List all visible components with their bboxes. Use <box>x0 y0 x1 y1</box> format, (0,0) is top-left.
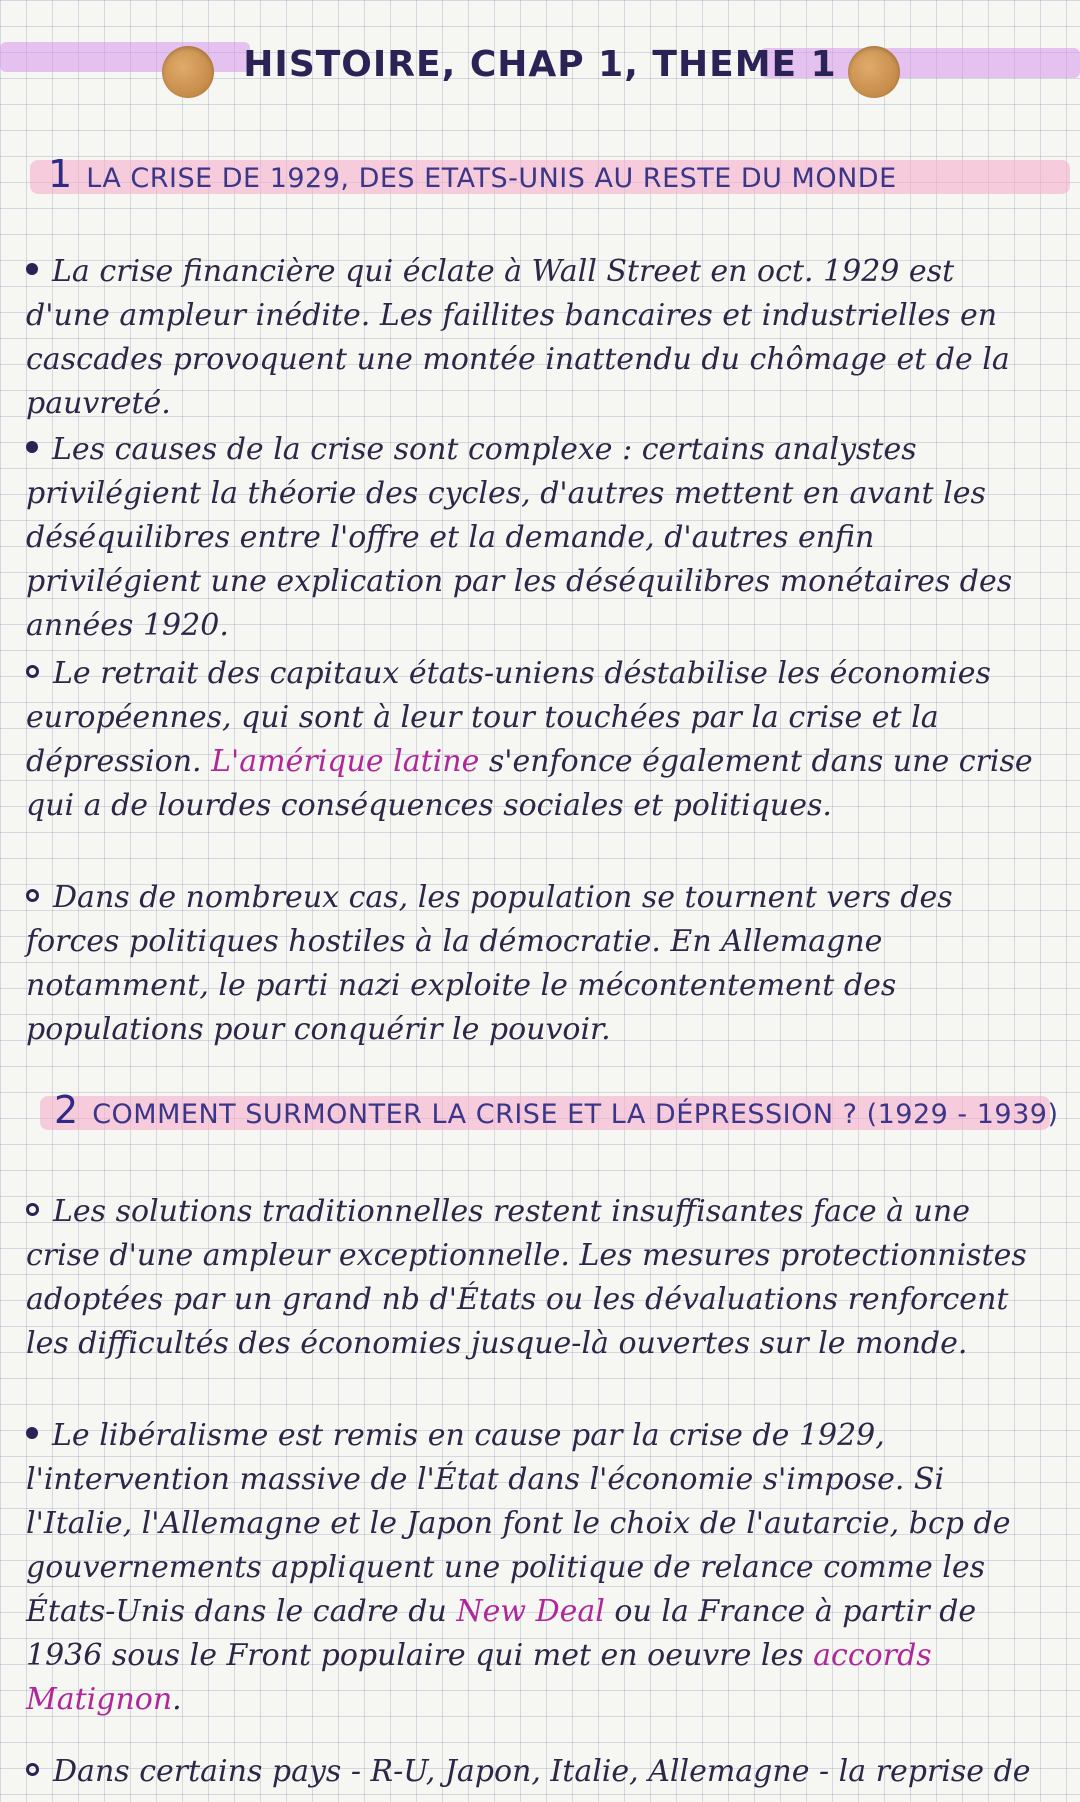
bullet-text-before: Le retrait des capitaux états-uniens déstabilise les économies européennes, qui sont à leur tour touchées par la crise et la dépression. <box>26 656 991 779</box>
bullet-dot <box>26 665 39 678</box>
bullet-text: Dans de nombreux cas, les population se tournent vers des forces politiques hostiles à la démocratie. En Allemagne notamment, le parti nazi exploite le mécontentement des populations pour conquérir le pouvoir. <box>26 880 953 1047</box>
bullet-2-3 <box>26 1750 1031 1794</box>
bullet-2-2 <box>26 1414 1046 1722</box>
bullet-text: La crise financière qui éclate à Wall Street en oct. 1929 est d'une ampleur inédite. Les faillites bancaires et industrielles en cascades provoquent une montée inattendu du chômage et de la pauvreté. <box>26 254 1010 421</box>
bullet-text: Les solutions traditionnelles restent insuffisantes face à une crise d'une ampleur exceptionnelle. Les mesures protectionnistes adoptées par un grand nb d'États ou les dévaluations renforcent les difficultés des économies jusque-là ouvertes sur le monde. <box>26 1194 1027 1361</box>
section1-header <box>48 152 897 196</box>
section1-number: 1 <box>48 152 73 196</box>
matignon-highlight: accords Matignon <box>26 1638 932 1717</box>
bullet-text-after: . <box>172 1682 182 1717</box>
bullet-dot <box>26 889 39 902</box>
bullet-dot <box>26 441 38 453</box>
page-title: HISTOIRE, CHAP 1, THEME 1 <box>243 44 837 85</box>
section1-title: LA CRISE DE 1929, DES ETATS-UNIS AU RESTE DU MONDE <box>86 163 897 194</box>
bullet-dot <box>26 1763 39 1776</box>
bullet-text-after: s'enfonce également dans une crise qui a de lourdes conséquences sociales et politiques. <box>26 744 1033 823</box>
bullet-1-2 <box>26 428 1046 648</box>
bullet-text: Dans certains pays - R-U, Japon, Italie, Allemagne - la reprise de <box>53 1754 1031 1789</box>
bullet-dot <box>26 1427 38 1439</box>
section2-title: COMMENT SURMONTER LA CRISE ET LA DÉPRESSION ? (1929 - 1939) <box>92 1099 1059 1130</box>
new-deal-highlight: New Deal <box>456 1594 605 1629</box>
section2-number: 2 <box>54 1088 79 1132</box>
bullet-dot <box>26 263 38 275</box>
bullet-text: Les causes de la crise sont complexe : certains analystes privilégient la théorie des cycles, d'autres mettent en avant les déséquilibres entre l'offre et la demande, d'autres enfin privilégient une explication par les déséquilibres monétaires des années 1920. <box>26 432 1013 643</box>
bullet-1-3 <box>26 652 1046 828</box>
bullet-1-1 <box>26 250 1046 426</box>
latin-america-highlight: L'amérique latine <box>211 744 480 779</box>
bullet-text-before: Le libéralisme est remis en cause par la crise de 1929, l'intervention massive de l'État dans l'économie s'impose. Si l'Italie, l'Allemagne et le Japon font le choix de l'autarcie, bcp de gouvernements appliquent une politique de relance comme les États-Unis dans le cadre du <box>26 1418 1011 1629</box>
bullet-text-middle: ou la France à partir de 1936 sous le Front populaire qui met en oeuvre les <box>26 1594 977 1673</box>
bullet-2-1 <box>26 1190 1046 1366</box>
bullet-dot <box>26 1203 39 1216</box>
bullet-1-4 <box>26 876 1046 1052</box>
section2-header <box>54 1088 1058 1132</box>
